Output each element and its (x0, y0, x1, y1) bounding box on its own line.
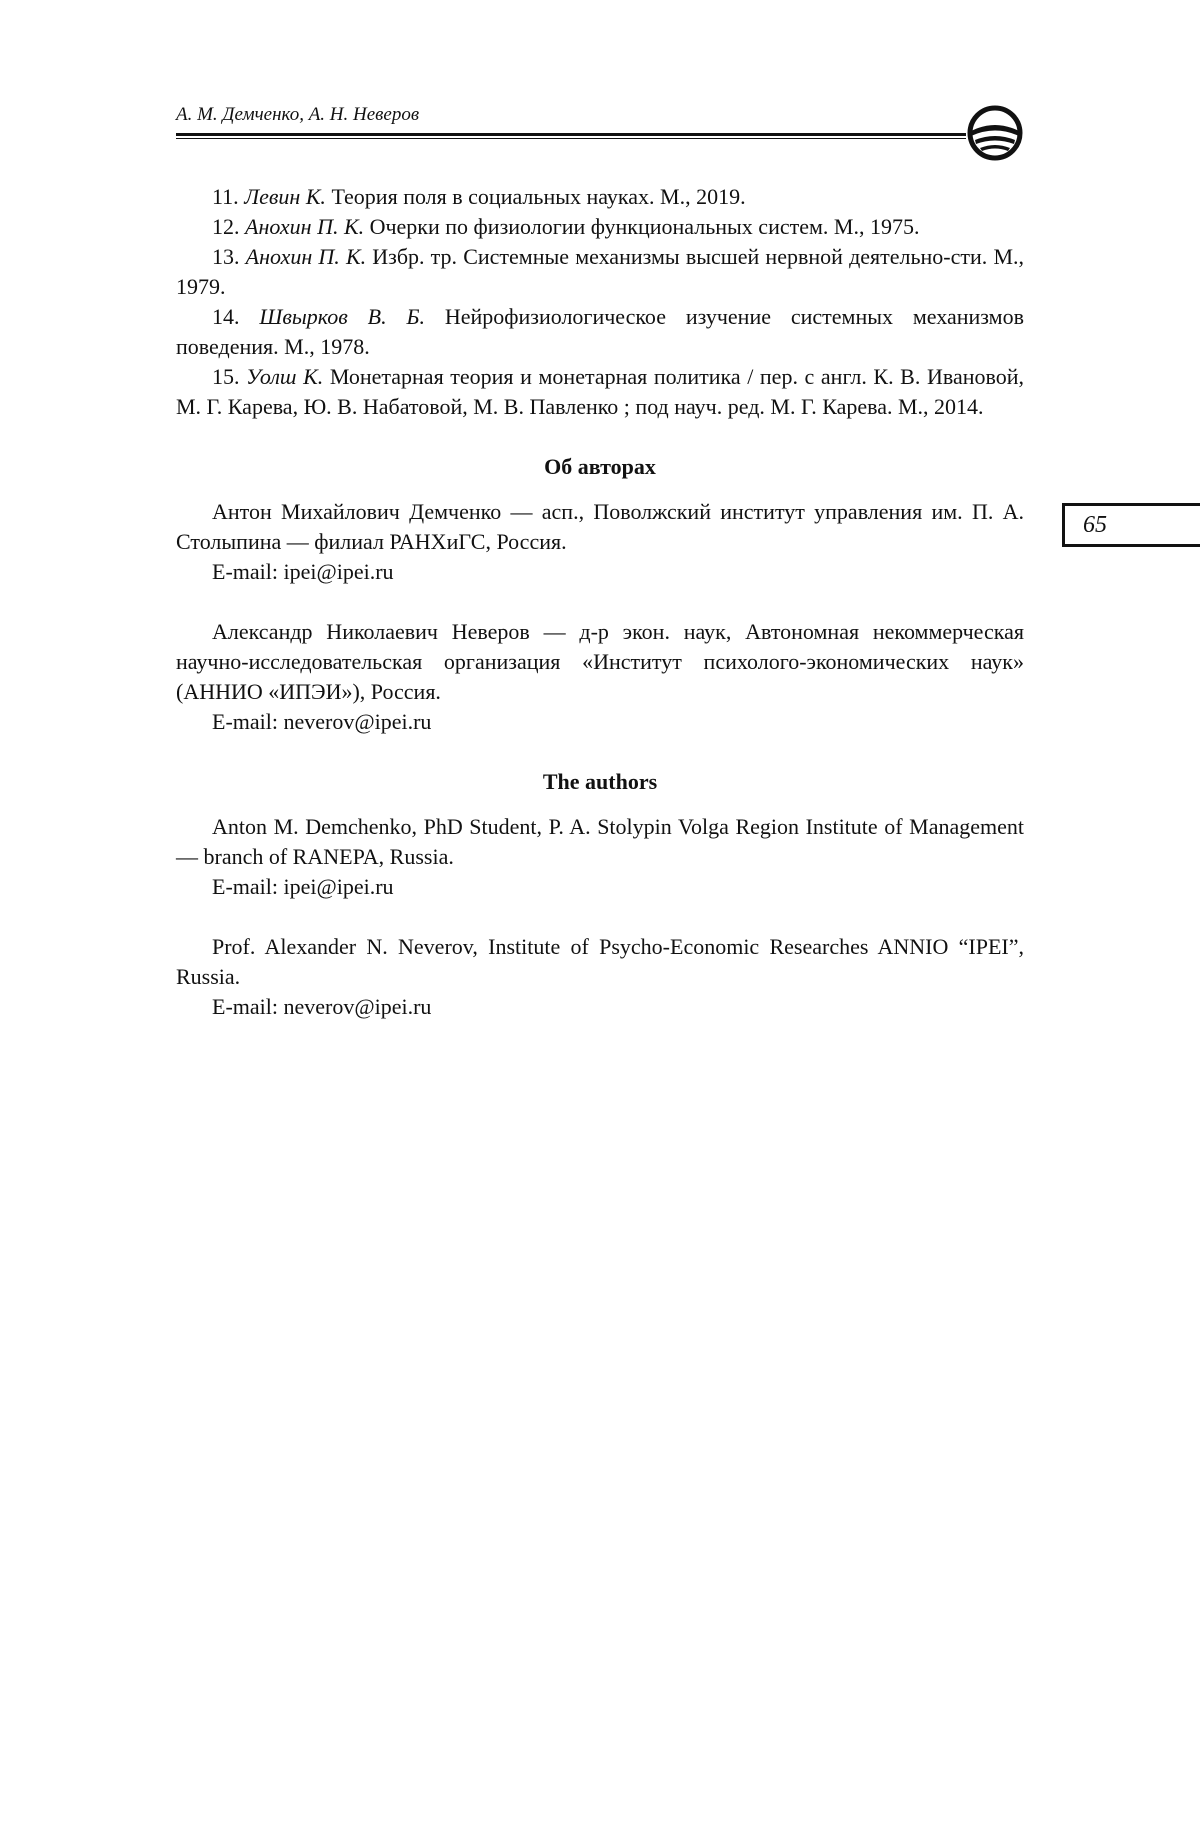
page-number-box (1062, 503, 1200, 547)
author-bio-en-neverov: Prof. Alexander N. Neverov, Institute of Psycho-Economic Researches ANNIO “IPEI”, Russia. (176, 934, 1024, 989)
reference-author: Швырков В. Б. (259, 304, 425, 329)
author-bio-ru-demchenko: Антон Михайлович Демченко — асп., Поволжский институт управления им. П. А. Столыпина — филиал РАНХиГС, Россия. (176, 499, 1024, 554)
about-authors-heading-ru: Об авторах (544, 454, 656, 479)
about-authors-heading-en: The authors (542, 769, 658, 794)
journal-logo-icon (965, 103, 1025, 163)
reference-text: Нейрофизиологическое изучение системных механизмов поведения. М., 1978. (176, 304, 1024, 359)
reference-item: 11. Левин К. Теория поля в социальных науках. М., 2019. (212, 184, 746, 209)
author-email-en-demchenko[interactable]: E-mail: ipei@ipei.ru (212, 874, 394, 899)
reference-author: Уолш К. (246, 364, 324, 389)
reference-text: Избр. тр. Системные механизмы высшей нервной деятельно-сти. М., 1979. (176, 244, 1025, 299)
author-email-ru-neverov[interactable]: E-mail: neverov@ipei.ru (212, 709, 432, 734)
reference-author: Анохин П. К. (245, 244, 367, 269)
running-header-authors: А. М. Демченко, А. Н. Неверов (176, 104, 420, 125)
page-number: 65 (1083, 512, 1107, 538)
reference-item: 15. Уолш К. Монетарная теория и монетарная политика / пер. с англ. К. В. Ивановой, М. Г. Карева, Ю. В. Набатовой, М. В. Павленко ; под науч. ред. М. Г. Карева. М., 2014. (176, 364, 1024, 419)
reference-item: 14. Швырков В. Б. Нейрофизиологическое изучение системных механизмов поведения. М., 1978. (176, 304, 1024, 359)
reference-list (176, 182, 1024, 422)
author-bio-en-demchenko: Anton M. Demchenko, PhD Student, P. A. Stolypin Volga Region Institute of Management — branch of RANEPA, Russia. (176, 814, 1024, 869)
reference-text: Очерки по физиологии функциональных систем. М., 1975. (364, 214, 920, 239)
reference-text: Теория поля в социальных науках. М., 2019. (325, 184, 746, 209)
reference-item: 12. Анохин П. К. Очерки по физиологии функциональных систем. М., 1975. (212, 214, 920, 239)
reference-item: 13. Анохин П. К. Избр. тр. Системные механизмы высшей нервной деятельно-сти. М., 1979. (176, 244, 1025, 299)
header-rule-thin (176, 138, 966, 139)
reference-author: Левин К. (244, 184, 326, 209)
author-email-en-neverov[interactable]: E-mail: neverov@ipei.ru (212, 994, 432, 1019)
author-bio-ru-neverov: Александр Николаевич Неверов — д-р экон. наук, Автономная некоммерческая научно-исследовательская организация «Институт психолого-экономических наук» (АННИО «ИПЭИ»), Россия. (176, 619, 1024, 704)
header-rule-thick (176, 133, 966, 136)
reference-text: Монетарная теория и монетарная политика / пер. с англ. К. В. Ивановой, М. Г. Карева, Ю. В. Набатовой, М. В. Павленко ; под науч. ред. М. Г. Карева. М., 2014. (176, 364, 1024, 419)
author-email-ru-demchenko[interactable]: E-mail: ipei@ipei.ru (212, 559, 394, 584)
page-body (176, 182, 1024, 1022)
reference-author: Анохин П. К. (245, 214, 365, 239)
